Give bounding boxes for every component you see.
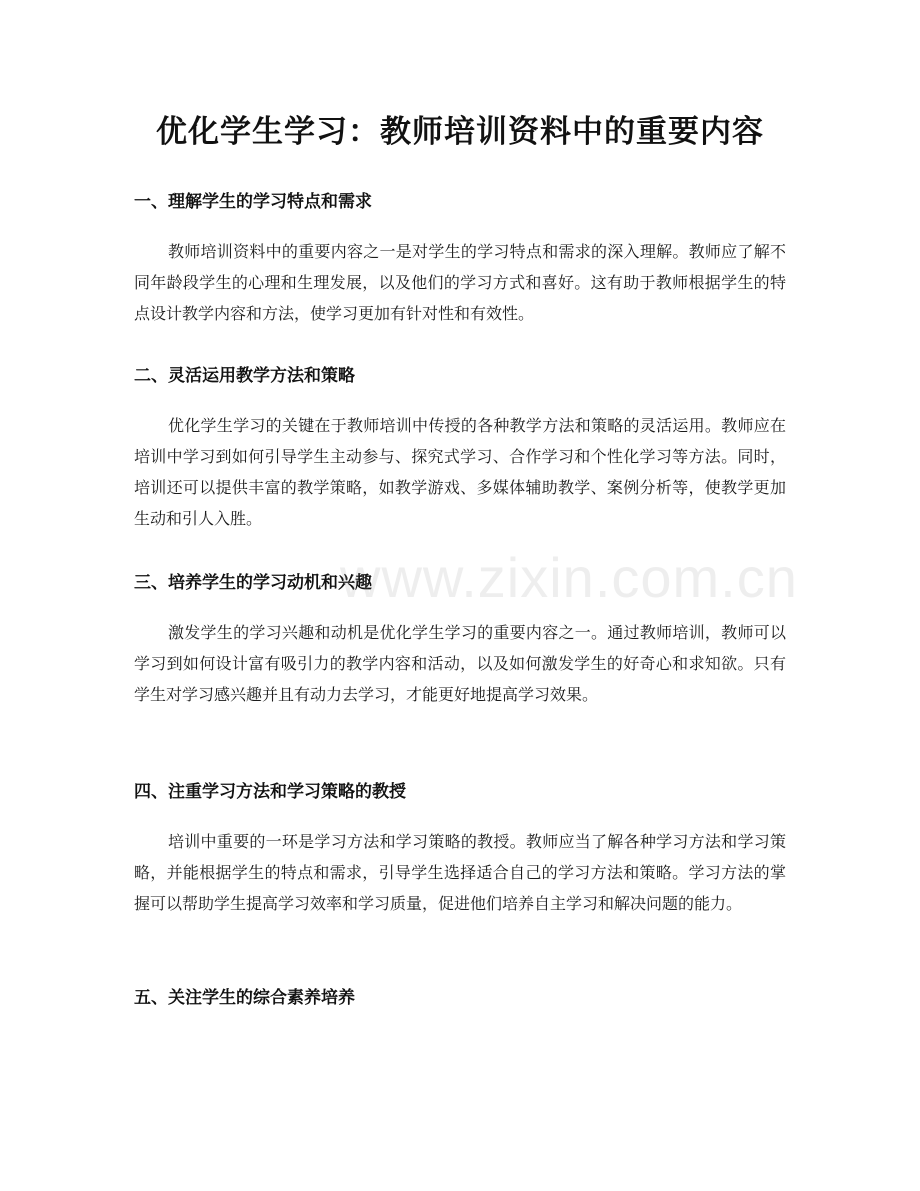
section-heading-5: 五、关注学生的综合素养培养 bbox=[134, 988, 355, 1008]
section-body-1: 教师培训资料中的重要内容之一是对学生的学习特点和需求的深入理解。教师应了解不同年龄段学生的心理和生理发展，以及他们的学习方式和喜好。这有助于教师根据学生的特点设计教学内容和方法，使学习更加有针对性和有效性。 bbox=[134, 242, 786, 323]
section-body-4: 培训中重要的一环是学习方法和学习策略的教授。教师应当了解各种学习方法和学习策略，并能根据学生的特点和需求，引导学生选择适合自己的学习方法和策略。学习方法的掌握可以帮助学生提高学习效率和学习质量，促进他们培养自主学习和解决问题的能力。 bbox=[134, 832, 786, 913]
section-heading-4: 四、注重学习方法和学习策略的教授 bbox=[134, 782, 406, 802]
section-body-3: 激发学生的学习兴趣和动机是优化学生学习的重要内容之一。通过教师培训，教师可以学习到如何设计富有吸引力的教学内容和活动，以及如何激发学生的好奇心和求知欲。只有学生对学习感兴趣并且有动力去学习，才能更好地提高学习效果。 bbox=[134, 623, 786, 704]
watermark: www.zixin.com.cn bbox=[340, 546, 798, 609]
section-heading-3: 三、培养学生的学习动机和兴趣 bbox=[134, 573, 372, 593]
section-heading-1: 一、理解学生的学习特点和需求 bbox=[134, 192, 372, 212]
section-heading-2: 二、灵活运用教学方法和策略 bbox=[134, 366, 355, 386]
document-title: 优化学生学习：教师培训资料中的重要内容 bbox=[156, 114, 764, 150]
section-body-2: 优化学生学习的关键在于教师培训中传授的各种教学方法和策略的灵活运用。教师应在培训中学习到如何引导学生主动参与、探究式学习、合作学习和个性化学习等方法。同时，培训还可以提供丰富的教学策略，如教学游戏、多媒体辅助教学、案例分析等，使教学更加生动和引人入胜。 bbox=[134, 416, 786, 528]
